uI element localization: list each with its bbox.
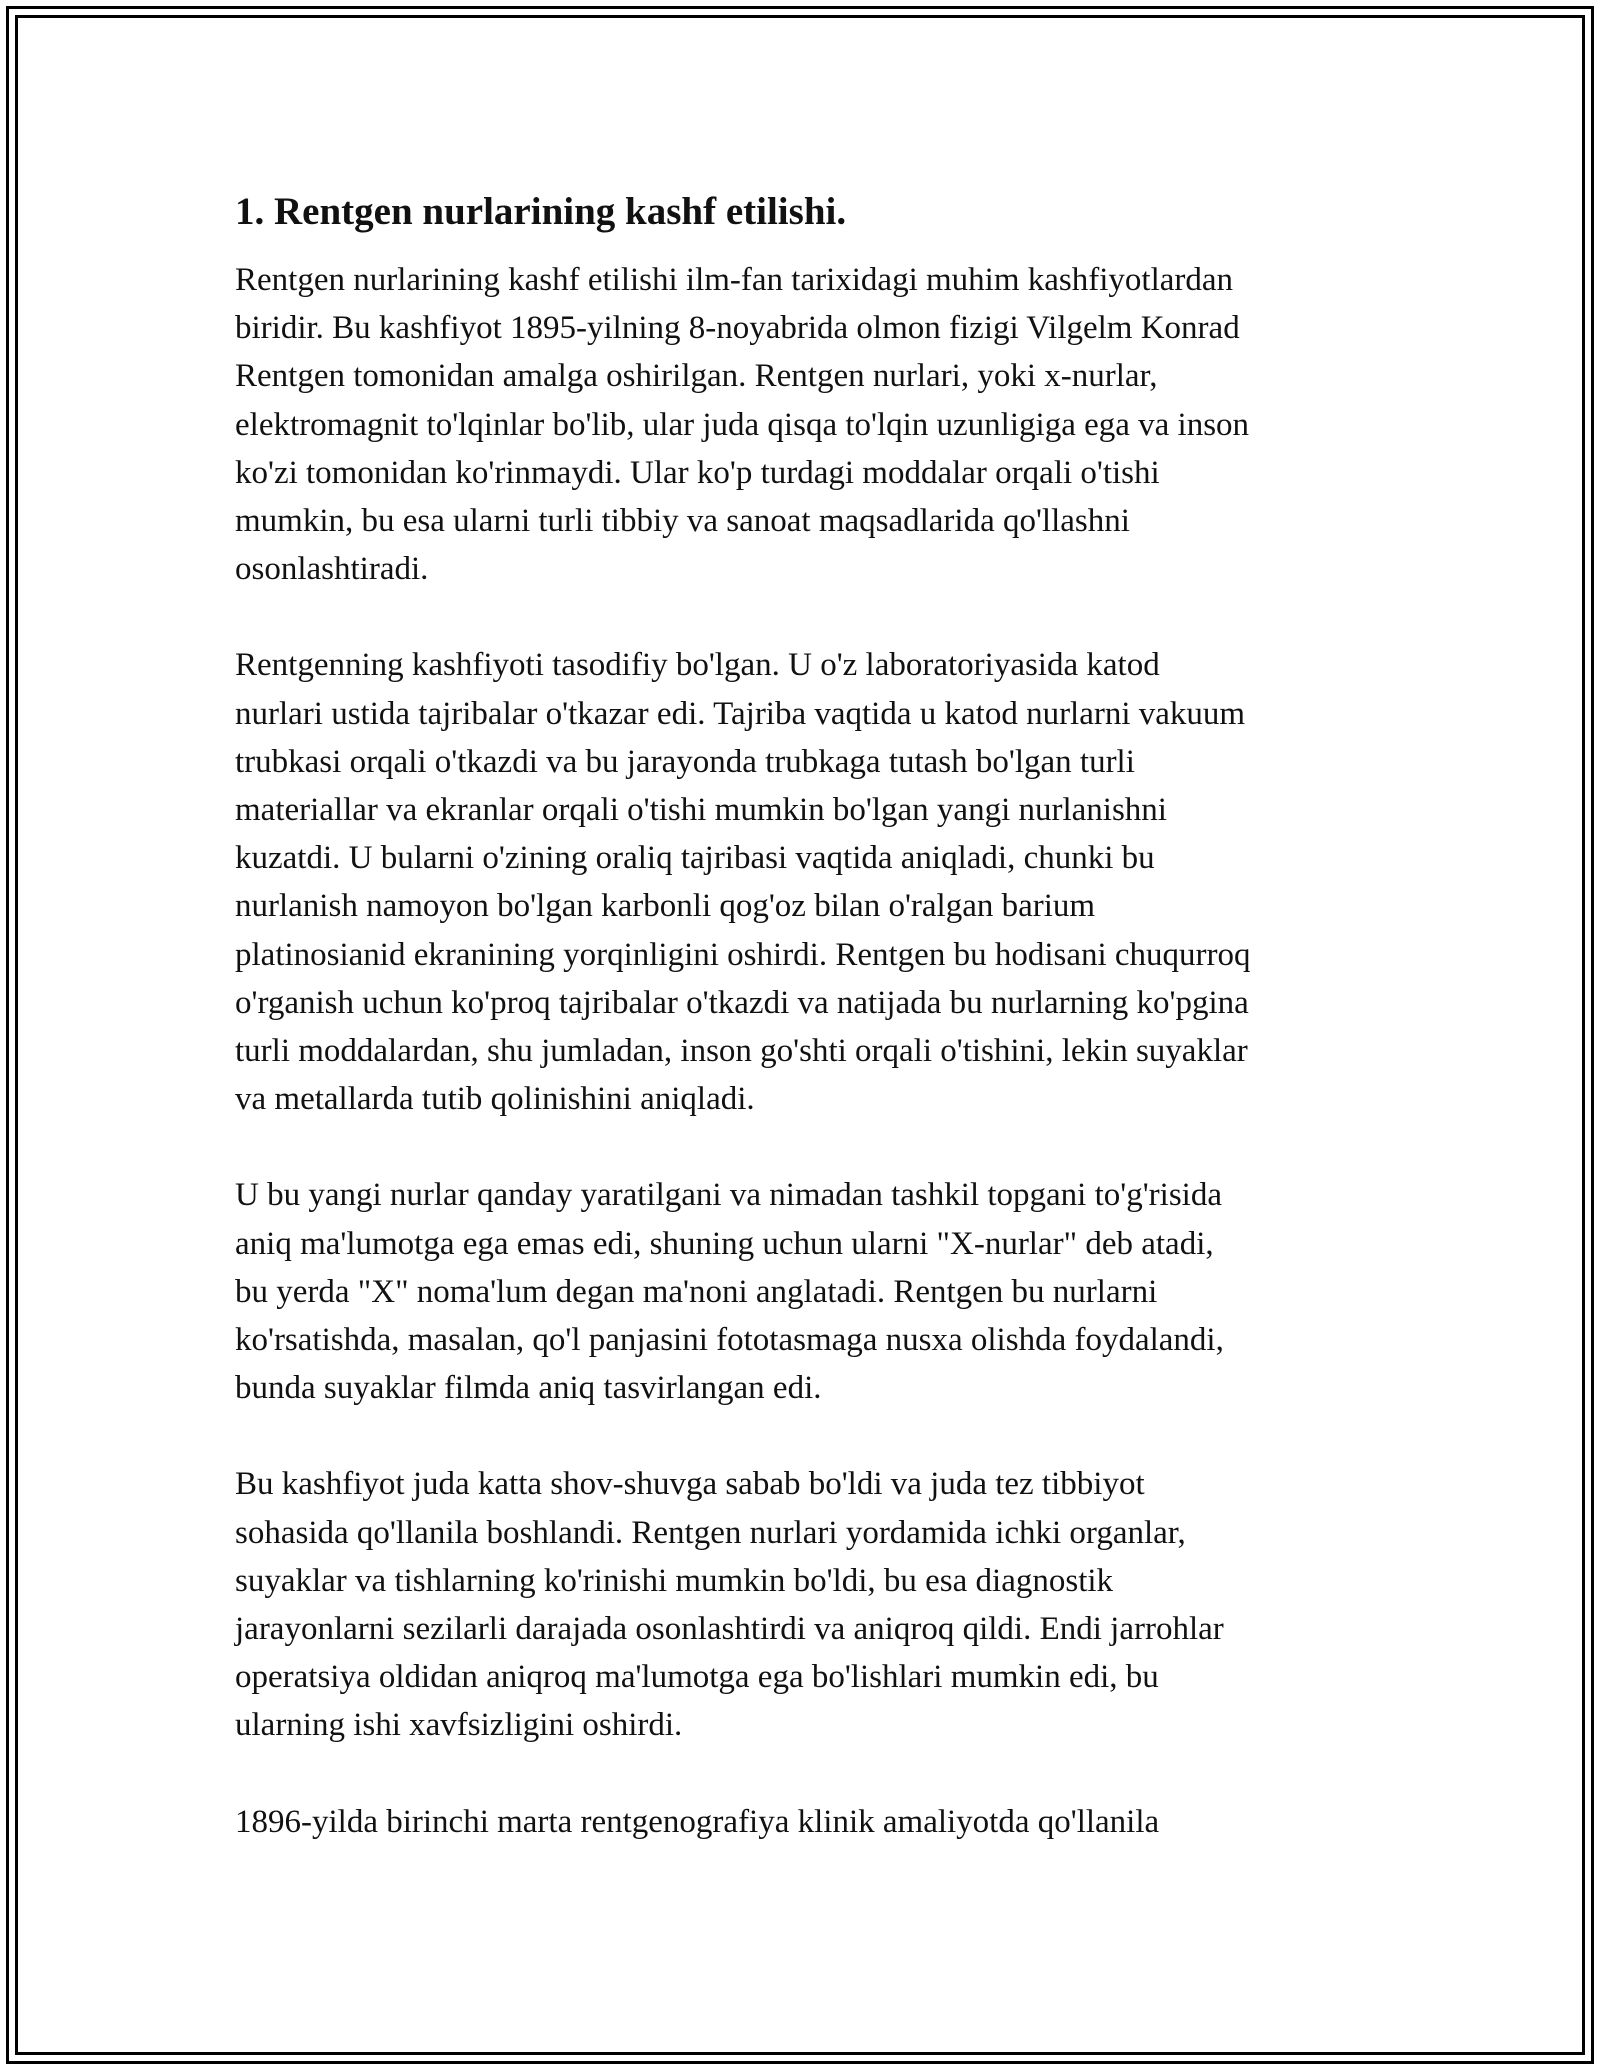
text-line: ularning ishi xavfsizligini oshirdi.: [235, 1707, 683, 1744]
text-line: bu yerda "X" noma'lum degan ma'noni anglatadi. Rentgen bu nurlarni: [235, 1273, 1158, 1310]
text-line: osonlashtiradi.: [235, 551, 429, 588]
text-line: kuzatdi. U bularni o'zining oraliq tajribasi vaqtida aniqladi, chunki bu: [235, 840, 1155, 877]
text-line: trubkasi orqali o'tkazdi va bu jarayonda trubkaga tutash bo'lgan turli: [235, 743, 1135, 780]
text-line: turli moddalardan, shu jumladan, inson go'shti orqali o'tishini, lekin suyaklar: [235, 1033, 1248, 1070]
text-line: platinosianid ekranining yorqinligini oshirdi. Rentgen bu hodisani chuqurroq: [235, 936, 1251, 973]
text-line: U bu yangi nurlar qanday yaratilgani va nimadan tashkil topgani to'g'risida: [235, 1177, 1222, 1214]
text-line: operatsiya oldidan aniqroq ma'lumotga ega bo'lishlari mumkin edi, bu: [235, 1659, 1159, 1696]
text-line: Bu kashfiyot juda katta shov-shuvga sabab bo'ldi va juda tez tibbiyot: [235, 1466, 1145, 1503]
section-heading: 1. Rentgen nurlarining kashf etilishi.: [235, 190, 847, 233]
text-line: mumkin, bu esa ularni turli tibbiy va sanoat maqsadlarida qo'llashni: [235, 503, 1130, 540]
text-line: jarayonlarni sezilarli darajada osonlashtirdi va aniqroq qildi. Endi jarrohlar: [235, 1611, 1224, 1648]
text-line: Rentgen nurlarining kashf etilishi ilm-fan tarixidagi muhim kashfiyotlardan: [235, 262, 1234, 298]
text-line: 1896-yilda birinchi marta rentgenografiya klinik amaliyotda qo'llanila: [235, 1803, 1160, 1840]
text-line: va metallarda tutib qolinishini aniqladi.: [235, 1081, 755, 1118]
text-line: materiallar va ekranlar orqali o'tishi mumkin bo'lgan yangi nurlanishni: [235, 792, 1167, 829]
document-body: [235, 186, 1370, 1894]
text-line: Rentgen tomonidan amalga oshirilgan. Rentgen nurlari, yoki x-nurlar,: [235, 358, 1158, 395]
text-line: o'rganish uchun ko'proq tajribalar o'tkazdi va natijada bu nurlarning ko'pgina: [235, 984, 1249, 1021]
paragraph: [235, 641, 1370, 1123]
text-line: ko'zi tomonidan ko'rinmaydi. Ular ko'p turdagi moddalar orqali o'tishi: [235, 454, 1160, 491]
paragraph: [235, 1171, 1370, 1412]
text-line: Rentgenning kashfiyoti tasodifiy bo'lgan. U o'z laboratoriyasida katod: [235, 647, 1160, 684]
paragraph: [235, 256, 1370, 593]
text-line: elektromagnit to'lqinlar bo'lib, ular juda qisqa to'lqin uzunligiga ega va inson: [235, 406, 1250, 443]
text-line: sohasida qo'llanila boshlandi. Rentgen nurlari yordamida ichki organlar,: [235, 1514, 1186, 1551]
text-line: bunda suyaklar filmda aniq tasvirlangan edi.: [235, 1370, 822, 1407]
text-line: ko'rsatishda, masalan, qo'l panjasini fototasmaga nusxa olishda foydalandi,: [235, 1322, 1224, 1359]
text-line: suyaklar va tishlarning ko'rinishi mumkin bo'ldi, bu esa diagnostik: [235, 1562, 1114, 1599]
text-line: aniq ma'lumotga ega emas edi, shuning uchun ularni "X-nurlar" deb atadi,: [235, 1225, 1214, 1262]
text-line: biridir. Bu kashfiyot 1895-yilning 8-noyabrida olmon fizigi Vilgelm Konrad: [235, 310, 1240, 347]
paragraph: [235, 1460, 1370, 1749]
text-line: nurlari ustida tajribalar o'tkazar edi. Tajriba vaqtida u katod nurlarni vakuum: [235, 695, 1246, 732]
text-line: nurlanish namoyon bo'lgan karbonli qog'oz bilan o'ralgan barium: [235, 888, 1096, 925]
paragraph: [235, 1798, 1370, 1846]
